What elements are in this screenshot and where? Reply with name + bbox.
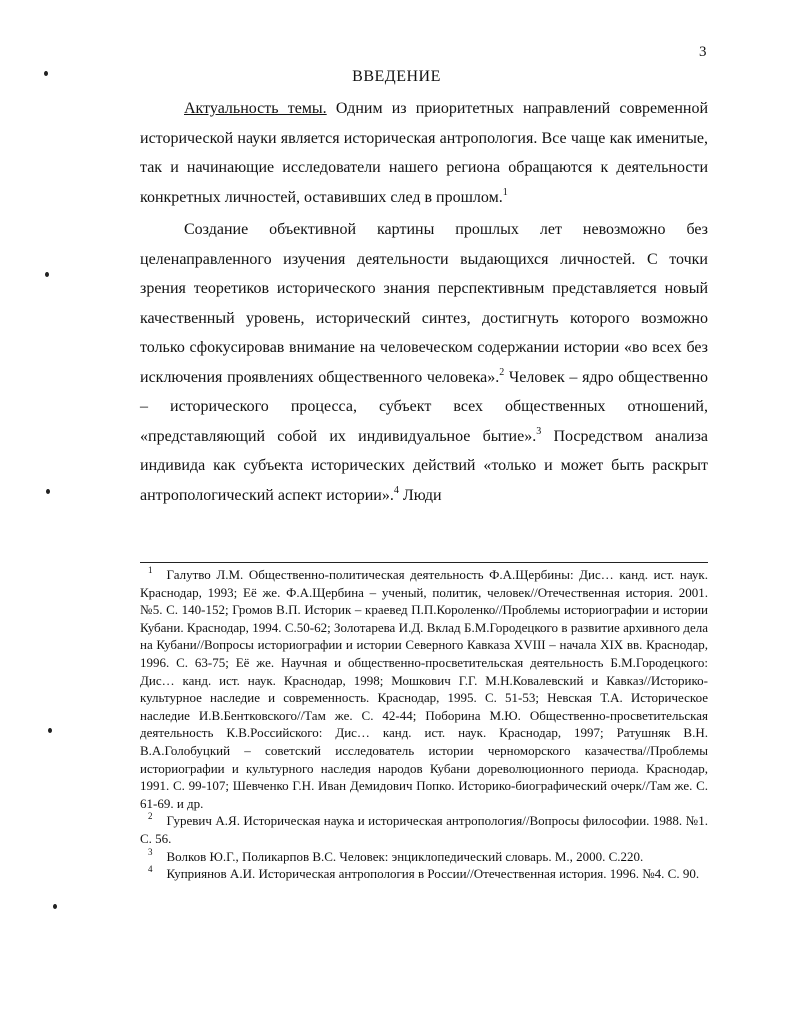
paragraph-relevance: [140, 94, 708, 212]
footnote-ref: 4: [393, 484, 399, 496]
paragraph-text: Одним из приоритетных направлений современной исторической науки является историческая антропология. Все чаще как именитые, так и начинающие исследователи нашего региона обращаются к деятельности конкретных личностей, оставивших след в прошлом.: [140, 100, 709, 206]
footnote-ref: 1: [502, 186, 508, 198]
footnote-2: [140, 812, 708, 847]
footnote-4: [140, 865, 708, 883]
footnote-ref: 2: [499, 366, 505, 378]
footnote-text: Галутво Л.М. Общественно-политическая деятельность Ф.А.Щербины: Дис… канд. ист. наук. Краснодар, 1993; Её же. Ф.А.Щербина – ученый, политик, человек//Отечественная история. 2001. №5. С. 140-152; Громов В.П. Историк – краевед П.П.Короленко//Проблемы историографии и истории Кубани. Краснодар, 1994. С.50-62; Золотарева И.Д. Вклад Б.М.Городецкого в развитие архивного дела на Кубани//Вопросы историографии и истории Северного Кавказа XVIII – начала XIX вв. Краснодар, 1996. С. 63-75; Её же. Научная и общественно-просветительская деятельность Б.М.Городецкого: Дис… канд. ист. наук. Краснодар, 1998; Мошкович Г.Г. М.Н.Ковалевский и Кавказ//Историко-культурное наследие и современность. Краснодар, 1995. С. 51-53; Невская Т.А. Историческое наследие И.В.Бентковского//Там же. С. 42-44; Поборина М.Ю. Общественно-просветительская деятельность К.В.Российского: Дис… канд. ист. наук. Краснодар, 1997; Ратушняк В.Н. В.А.Голобуцкий – советский исследователь истории черноморского казачества//Проблемы историографии и культурного наследия народов Кубани дореволюционного периода. Краснодар, 1991. С. 99-107; Шевченко Г.Н. Иван Демидович Попко. Историко-биографический очерк//Там же. С. 61-69. и др.: [140, 567, 708, 811]
footnotes: [140, 566, 708, 883]
paragraph-text: Люди: [398, 486, 442, 504]
scan-mark-dot: [53, 904, 57, 909]
scan-mark-dot: [45, 272, 49, 277]
footnote-number: 4: [148, 864, 153, 875]
paragraph-text: Создание объективной картины прошлых лет невозможно без целенаправленного изучения деятельности выдающихся личностей. С точки зрения теоретиков исторического знания перспективным представляется новый качественный уровень, исторический синтез, достигнуть которого возможно только сфокусировав внимание на человеческом содержании истории «во всех без исключения проявлениях общественного человека».: [140, 221, 708, 386]
footnote-number: 1: [148, 565, 153, 575]
footnote-number: 2: [148, 811, 153, 822]
page-number: 3: [699, 44, 707, 60]
footnote-separator: [140, 562, 708, 563]
paragraph-text: Человек – ядро общественно – исторического процесса, субъект всех общественных отношений, «представляющий собой их индивидуальное бытие».: [140, 368, 709, 445]
footnote-text: Волков Ю.Г., Поликарпов В.С. Человек: энциклопедический словарь. М., 2000. С.220.: [166, 848, 644, 864]
footnote-ref: 3: [536, 425, 542, 437]
relevance-heading: Актуальность темы.: [184, 100, 327, 117]
footnote-text: Гуревич А.Я. Историческая наука и историческая антропология//Вопросы философии. 1988. №1. С. 56.: [140, 813, 708, 846]
paragraph-text: Посредством анализа индивида как субъекта исторических действий «только и может быть раскрыт антропологический аспект истории».: [140, 427, 708, 504]
footnote-number: 3: [148, 846, 153, 857]
scan-mark-dot: [44, 71, 48, 76]
footnote-3: [140, 848, 708, 866]
footnote-1: [140, 566, 708, 812]
scan-mark-dot: [46, 489, 50, 494]
scan-mark-dot: [48, 728, 52, 733]
paragraph-synthesis: [140, 215, 708, 510]
footnote-text: Куприянов А.И. Историческая антропология в России//Отечественная история. 1996. №4. С. 90.: [166, 866, 700, 882]
section-title: ВВЕДЕНИЕ: [352, 68, 441, 85]
main-text: [140, 94, 708, 510]
